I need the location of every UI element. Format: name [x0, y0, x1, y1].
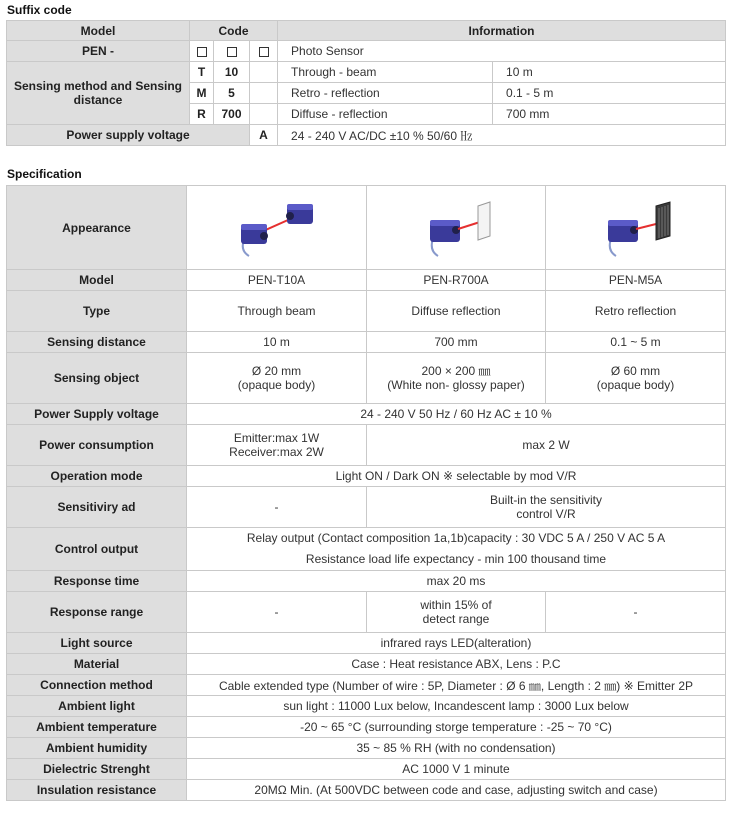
through-beam-sensor-image	[187, 186, 367, 270]
type-value: Diffuse reflection	[367, 291, 546, 332]
ambient-humidity-label: Ambient humidity	[7, 738, 187, 759]
connection-method-label: Connection method	[7, 675, 187, 696]
sensing-distance: 0.1 - 5 m	[493, 83, 726, 104]
code-letter: T	[190, 62, 214, 83]
type-value: Through beam	[187, 291, 367, 332]
type-label: Type	[7, 291, 187, 332]
sensing-distance: 700 mm	[493, 104, 726, 125]
response-range-value: -	[187, 592, 367, 633]
response-range-value: within 15% of detect range	[367, 592, 546, 633]
operation-mode-label: Operation mode	[7, 466, 187, 487]
sensing-object-label: Sensing object	[7, 353, 187, 404]
insulation-resistance-value: 20MΩ Min. (At 500VDC between code and case, adjusting switch and case)	[187, 780, 726, 801]
material-label: Material	[7, 654, 187, 675]
code-box-3	[250, 41, 278, 62]
response-range-label: Response range	[7, 592, 187, 633]
dielectric-strength-label: Dielectric Strenght	[7, 759, 187, 780]
control-output-label: Control output	[7, 528, 187, 571]
power-supply-label: Power supply voltage	[7, 125, 250, 146]
model-value: PEN-R700A	[367, 270, 546, 291]
type-value: Retro reflection	[546, 291, 726, 332]
sensing-type: Diffuse - reflection	[278, 104, 493, 125]
power-supply-voltage-value: 24 - 240 V 50 Hz / 60 Hz AC ± 10 %	[187, 404, 726, 425]
distance-value: 10 m	[187, 332, 367, 353]
ambient-humidity-value: 35 ~ 85 % RH (with no condensation)	[187, 738, 726, 759]
connection-method-value: Cable extended type (Number of wire : 5P, Diameter : Ø 6 ㎜, Length : 2 ㎜) ※ Emitter 2P	[187, 675, 726, 696]
code-number: 5	[214, 83, 250, 104]
control-output-value: Relay output (Contact composition 1a,1b)capacity : 30 VDC 5 A / 250 V AC 5 A Resistance load life expectancy - min 100 thousand time	[187, 528, 726, 571]
material-value: Case : Heat resistance ABX, Lens : P.C	[187, 654, 726, 675]
code-letter: M	[190, 83, 214, 104]
dielectric-strength-value: AC 1000 V 1 minute	[187, 759, 726, 780]
specification-title: Specification	[7, 167, 82, 181]
ambient-temperature-label: Ambient temperature	[7, 717, 187, 738]
diffuse-sensor-image	[367, 186, 546, 270]
code-number: 10	[214, 62, 250, 83]
sensing-distance: 10 m	[493, 62, 726, 83]
appearance-label: Appearance	[7, 186, 187, 270]
ambient-light-label: Ambient light	[7, 696, 187, 717]
suffix-code-title: Suffix code	[7, 3, 72, 17]
response-range-value: -	[546, 592, 726, 633]
response-time-value: max 20 ms	[187, 571, 726, 592]
power-consumption-value: max 2 W	[367, 425, 726, 466]
pen-label: PEN -	[7, 41, 190, 62]
code-number: 700	[214, 104, 250, 125]
power-info: 24 - 240 V AC/DC ±10 % 50/60 ㎐	[278, 125, 726, 146]
code-box-1	[190, 41, 214, 62]
power-consumption-value: Emitter:max 1W Receiver:max 2W	[187, 425, 367, 466]
sensitivity-value: Built-in the sensitivity control V/R	[367, 487, 726, 528]
suffix-code-table	[6, 20, 726, 146]
ambient-light-value: sun light : 11000 Lux below, Incandescent lamp : 3000 Lux below	[187, 696, 726, 717]
insulation-resistance-label: Insulation resistance	[7, 780, 187, 801]
sensing-distance-label: Sensing distance	[7, 332, 187, 353]
power-consumption-label: Power consumption	[7, 425, 187, 466]
model-value: PEN-M5A	[546, 270, 726, 291]
power-supply-voltage-label: Power Supply voltage	[7, 404, 187, 425]
power-code: A	[250, 125, 278, 146]
sensing-object-value: Ø 60 mm (opaque body)	[546, 353, 726, 404]
pen-info: Photo Sensor	[278, 41, 726, 62]
code-box-2	[214, 41, 250, 62]
sensing-type: Through - beam	[278, 62, 493, 83]
retro-sensor-image	[546, 186, 726, 270]
specification-table	[6, 185, 726, 801]
distance-value: 0.1 ~ 5 m	[546, 332, 726, 353]
sensitivity-label: Sensitiviry ad	[7, 487, 187, 528]
header-model: Model	[7, 21, 190, 41]
response-time-label: Response time	[7, 571, 187, 592]
sensing-object-value: Ø 20 mm (opaque body)	[187, 353, 367, 404]
distance-value: 700 mm	[367, 332, 546, 353]
sensing-object-value: 200 × 200 ㎜ (White non- glossy paper)	[367, 353, 546, 404]
light-source-label: Light source	[7, 633, 187, 654]
model-value: PEN-T10A	[187, 270, 367, 291]
sensitivity-value: -	[187, 487, 367, 528]
ambient-temperature-value: -20 ~ 65 °C (surrounding storge temperature : -25 ~ 70 °C)	[187, 717, 726, 738]
model-label: Model	[7, 270, 187, 291]
code-letter: R	[190, 104, 214, 125]
light-source-value: infrared rays LED(alteration)	[187, 633, 726, 654]
sensing-label: Sensing method and Sensing distance	[7, 62, 190, 125]
header-information: Information	[278, 21, 726, 41]
header-code: Code	[190, 21, 278, 41]
sensing-type: Retro - reflection	[278, 83, 493, 104]
operation-mode-value: Light ON / Dark ON ※ selectable by mod V/R	[187, 466, 726, 487]
